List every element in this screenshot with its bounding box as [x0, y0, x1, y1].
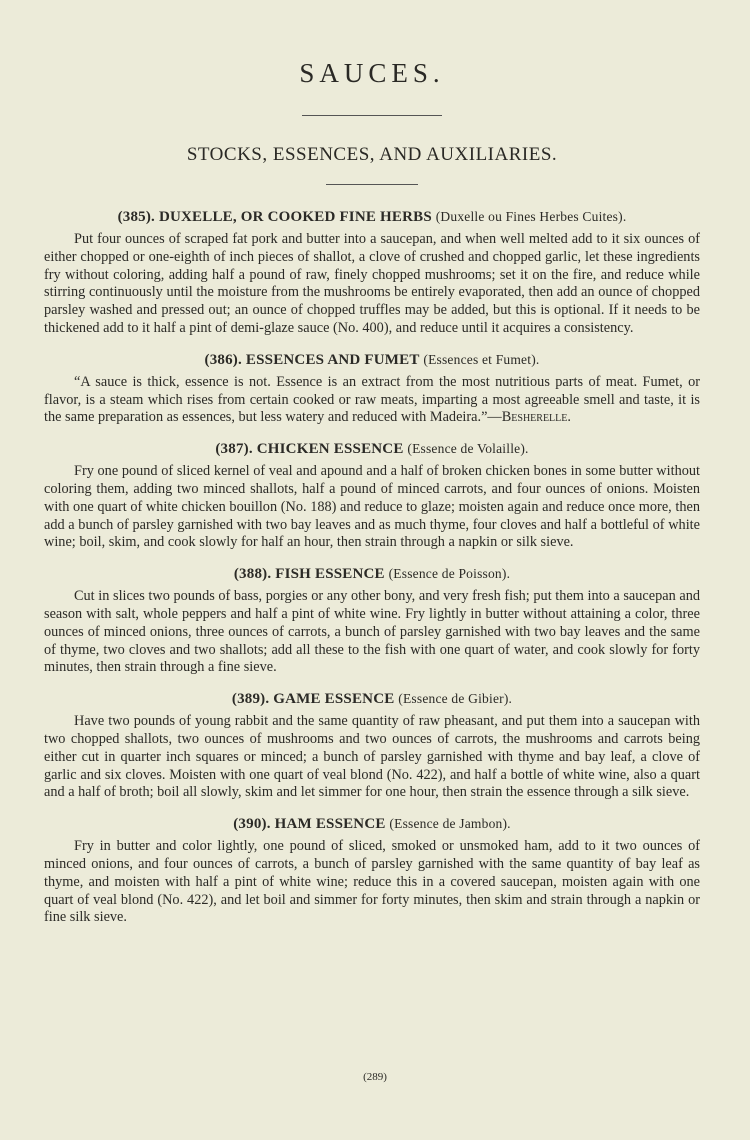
recipe-section	[44, 816, 700, 927]
recipe-heading	[44, 441, 700, 458]
recipe-body: Fry one pound of sliced kernel of veal and apound and a half of broken chicken bones in some butter without coloring them, adding two minced shallots, half a pound of minced carrots, and four ounces of onions. Moisten with one quart of white chicken bouillon (No. 188) and reduce to glaze; moisten again and reduce once more, then add a bunch of parsley garnished with two bay leaves and as much thyme, four cloves and half a bottleful of white wine; boil, skim, and cook slowly for half an hour, then strain through a napkin or silk sieve.	[44, 463, 700, 551]
recipe-section	[44, 691, 700, 802]
recipe-section	[44, 441, 700, 552]
recipe-title: (385). DUXELLE, OR COOKED FINE HERBS	[117, 209, 432, 225]
book-page	[44, 0, 700, 927]
recipe-heading	[44, 816, 700, 833]
recipe-section	[44, 566, 700, 677]
subtitle-divider	[326, 184, 418, 185]
recipe-heading	[44, 209, 700, 226]
recipe-french-title: (Essence de Poisson).	[388, 566, 511, 582]
recipe-body: Have two pounds of young rabbit and the same quantity of raw pheasant, and put them into a saucepan with two chopped shallots, two ounces of mushrooms and two ounces of carrots, the mushrooms and carrots being either cut in quarter inch squares or minced; a bunch of parsley garnished with thyme and bay leaf, a clove of garlic and six cloves. Moisten with one quart of veal blond (No. 422), and half a bottle of white wine, also a quart and a half of broth; boil all slowly, skim and let simmer for one hour, then strain the essence through a silk sieve.	[44, 713, 700, 801]
recipe-body: Cut in slices two pounds of bass, porgies or any other bony, and very fresh fish; put them into a saucepan and season with salt, whole peppers and half a pint of white wine. Fry lightly in butter without attaining a color, three ounces of minced onions, three ounces of carrots, a bunch of parsley garnished with two bay leaves and the same of thyme, two cloves and two shallots; add all these to the fish with one quart of water, and cook slowly for forty minutes, then strain through a fine sieve.	[44, 588, 700, 676]
recipe-section	[44, 352, 700, 427]
recipe-french-title: (Essence de Gibier).	[398, 691, 513, 707]
recipe-title: (386). ESSENCES AND FUMET	[204, 351, 420, 368]
recipe-title: (390). HAM ESSENCE	[233, 816, 386, 833]
recipe-title: (389). GAME ESSENCE	[231, 691, 395, 708]
recipe-french-title: (Essence de Jambon).	[389, 816, 511, 832]
recipe-french-title: (Essence de Volaille).	[407, 441, 529, 457]
recipe-body: Fry in butter and color lightly, one pound of sliced, smoked or unsmoked ham, add to it two ounces of minced onions, and four ounces of carrots, a bunch of parsley garnished with the same quantity of bay leaf as thyme, and moisten with half a pint of white wine; reduce this in a covered saucepan, moisten again with one quart of veal blond (No. 422), and let boil and simmer for forty minutes, then skim and strain through a napkin or fine silk sieve.	[44, 838, 700, 926]
recipe-title: (388). FISH ESSENCE	[233, 566, 385, 583]
recipe-heading	[44, 566, 700, 583]
quote-attribution: Besherelle.	[501, 409, 571, 426]
page-number: (289)	[363, 1071, 387, 1083]
page-title: SAUCES.	[299, 58, 445, 88]
recipe-heading	[44, 352, 700, 369]
recipe-french-title: (Duxelle ou Fines Herbes Cuites).	[435, 209, 627, 224]
recipe-body	[44, 374, 700, 427]
recipe-title: (387). CHICKEN ESSENCE	[215, 441, 404, 458]
chapter-subtitle: STOCKS, ESSENCES, AND AUXILIARIES.	[186, 144, 558, 165]
recipe-list	[44, 209, 700, 927]
recipe-body: Put four ounces of scraped fat pork and butter into a saucepan, and when well melted add to it six ounces of either chopped or one-eighth of inch pieces of shallot, a clove of crushed and chopped garlic, let these ingredients fry without coloring, adding half a pound of raw, finely chopped mushrooms; set it on the fire, and reduce while stirring continuously until the moisture from the mushrooms be entirely evaporated, then add an ounce of chopped parsley washed and pressed out; an ounce of chopped truffles may be added, but this is optional. If it needs to be thickened add to it half a pint of demi-glaze sauce (No. 400), and reduce until it acquires a consistency.	[44, 231, 700, 336]
recipe-section	[44, 209, 700, 338]
title-divider	[302, 115, 442, 116]
recipe-body-text: “A sauce is thick, essence is not. Essence is an extract from the most nutritious parts of meat. Fumet, or flavor, is a steam which rises from certain cooked or raw meats, imparting a most agreeable smell and taste, it is the same preparation as essences, but less watery and reduced with Madeira.”—	[44, 373, 700, 426]
recipe-heading	[44, 691, 700, 708]
recipe-french-title: (Essences et Fumet).	[423, 351, 540, 367]
